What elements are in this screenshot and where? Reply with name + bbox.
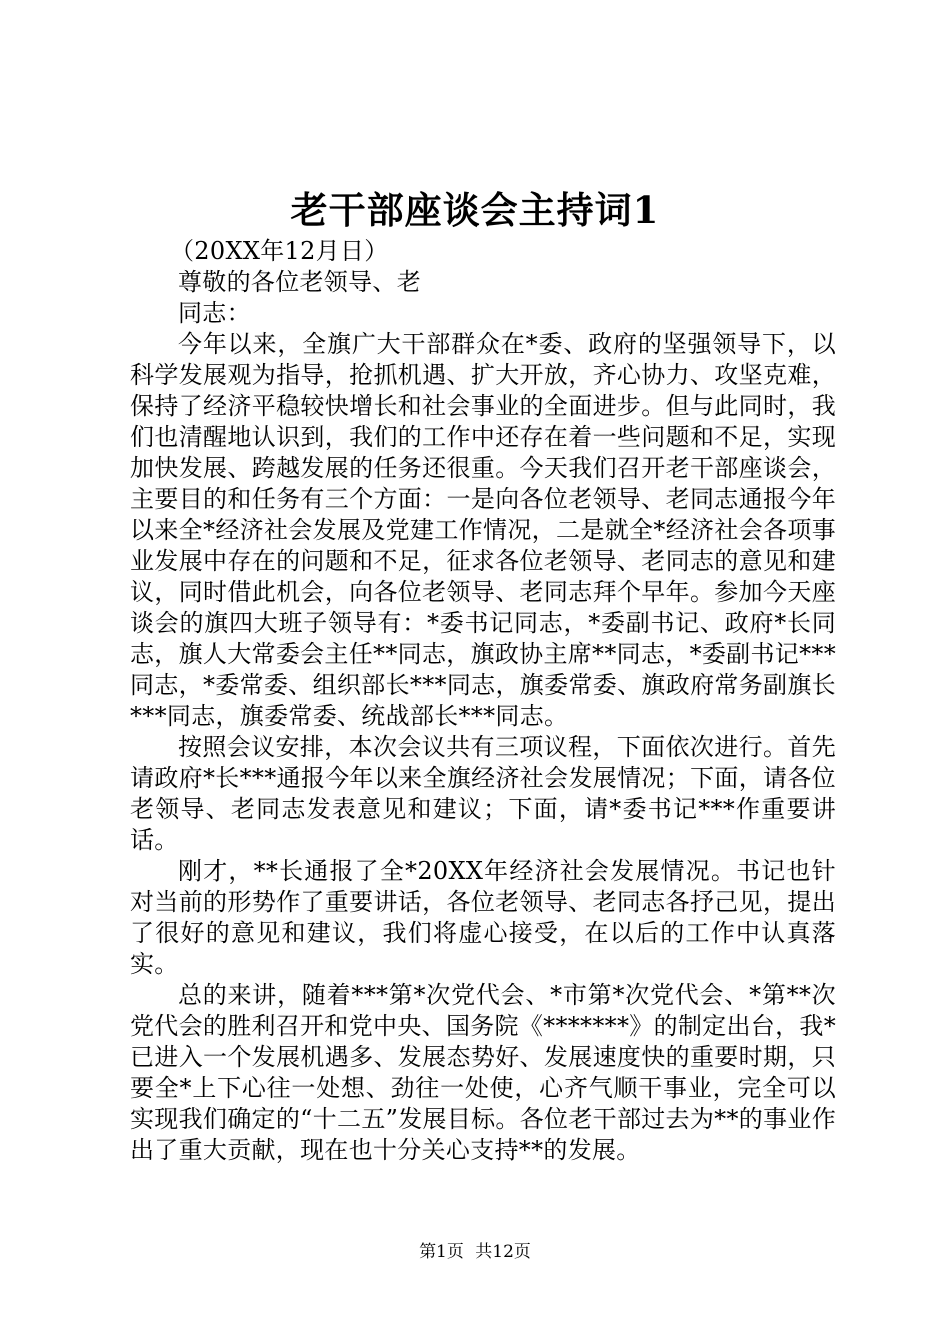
body-paragraph: 今年以来，全旗广大干部群众在*委、政府的坚强领导下，以科学发展观为指导，抢抓机遇、扩大开放，齐心协力、攻坚克难，保持了经济平稳较快增长和社会事业的全面进步。但与此同时，我们也清醒地认识到，我们的工作中还存在着一些问题和不足，实现加快发展、跨越发展的任务还很重。今天我们召开老干部座谈会，主要目的和任务有三个方面：一是向各位老领导、老同志通报今年以来全*经济社会发展及党建工作情况，二是就全*经济社会各项事业发展中存在的问题和不足，征求各位老领导、老同志的意见和建议，同时借此机会，向各位老领导、老同志拜个早年。参加今天座谈会的旗四大班子领导有：*委书记同志，*委副书记、政府*长同志，旗人大常委会主任**同志，旗政协主席**同志，*委副书记***同志，*委常委、组织部长***同志，旗委常委、旗政府常务副旗长***同志，旗委常委、统战部长***同志。 [130, 330, 836, 730]
document-title: 老干部座谈会主持词1 [290, 188, 660, 232]
page-total: 共12页 [475, 1242, 531, 1262]
body-paragraph: 按照会议安排，本次会议共有三项议程，下面依次进行。首先请政府*长***通报今年以来全旗经济社会发展情况；下面，请各位老领导、老同志发表意见和建议；下面，请*委书记***作重要讲话。 [130, 733, 836, 854]
page-footer [0, 1241, 950, 1263]
page-number: 第1页 [419, 1242, 464, 1262]
body-paragraph: 总的来讲，随着***第*次党代会、*市第*次党代会、*第**次党代会的胜利召开和党中央、国务院《*******》的制定出台，我*已进入一个发展机遇多、发展态势好、发展速度快的重要时期，只要全*上下心往一处想、劲往一处使，心齐气顺干事业，完全可以实现我们确定的“十二五”发展目标。各位老干部过去为**的事业作出了重大贡献，现在也十分关心支持**的发展。 [130, 981, 836, 1164]
salutation-line: 同志： [178, 299, 251, 327]
document-body [130, 236, 836, 1166]
document-date: （20XX年12月日） [170, 237, 389, 265]
salutation-line: 尊敬的各位老领导、老 [178, 268, 421, 296]
body-paragraph: 刚才，**长通报了全*20XX年经济社会发展情况。书记也针对当前的形势作了重要讲话，各位老领导、老同志各抒己见，提出了很好的意见和建议，我们将虚心接受，在以后的工作中认真落实。 [130, 857, 836, 978]
